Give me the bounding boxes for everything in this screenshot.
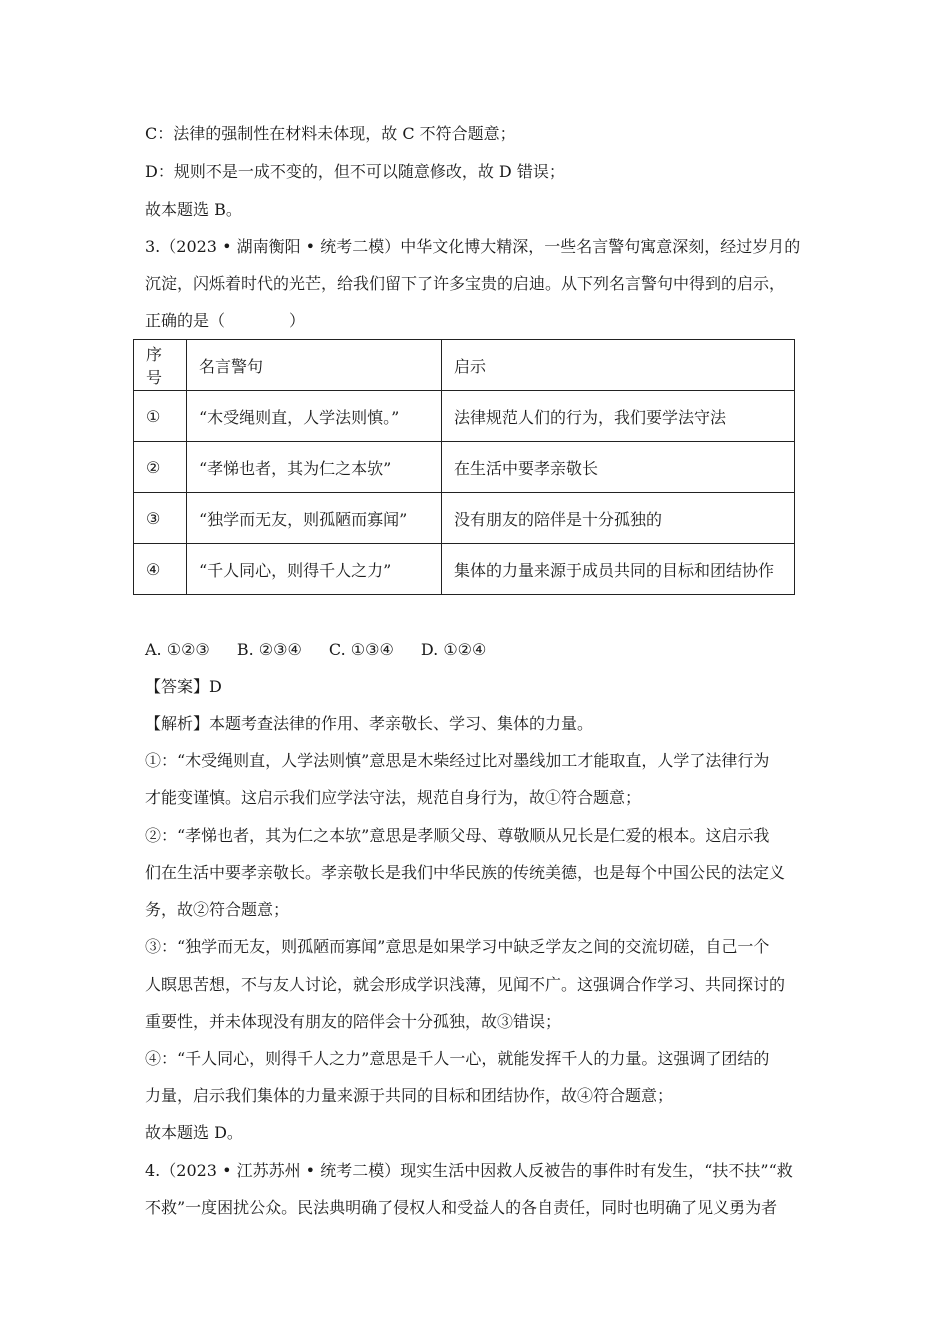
table-cell: ④ xyxy=(134,544,187,595)
text-line: 重要性，并未体现没有朋友的陪伴会十分孤独，故③错误； xyxy=(145,1012,562,1031)
text-line: 正确的是（ ） xyxy=(145,311,306,330)
table-row xyxy=(134,493,795,544)
answer-options xyxy=(145,640,508,660)
text-line: 人瞑思苦想，不与友人讨论，就会形成学识浅薄，见闻不广。这强调合作学习、共同探讨的 xyxy=(145,975,786,994)
option-c: C. ①③④ xyxy=(328,640,394,659)
option-d: D. ①②④ xyxy=(420,640,487,659)
table-header-cell: 启示 xyxy=(442,340,795,391)
text-line: ③：“独学而无友，则孤陋而寡闻”意思是如果学习中缺乏学友之间的交流切磋，自己一个 xyxy=(145,937,770,956)
table-cell: 没有朋友的陪伴是十分孤独的 xyxy=(442,493,795,544)
table-cell: 集体的力量来源于成员共同的目标和团结协作 xyxy=(442,544,795,595)
table-cell: “木受绳则直，人学法则慎。” xyxy=(187,391,442,442)
text-line: 不救”一度困扰公众。民法典明确了侵权人和受益人的各自责任，同时也明确了见义勇为者 xyxy=(145,1198,778,1217)
text-line: 沉淀，闪烁着时代的光芒，给我们留下了许多宝贵的启迪。从下列名言警句中得到的启示， xyxy=(145,274,786,293)
text-line: 才能变谨慎。这启示我们应学法守法，规范自身行为，故①符合题意； xyxy=(145,788,642,807)
text-line: 故本题选 D。 xyxy=(145,1123,243,1142)
text-line: ④：“千人同心，则得千人之力”意思是千人一心，就能发挥千人的力量。这强调了团结的 xyxy=(145,1049,770,1068)
table-cell: “千人同心，则得千人之力” xyxy=(187,544,442,595)
table-cell: “孝悌也者，其为仁之本欤” xyxy=(187,442,442,493)
table-header-cell: 名言警句 xyxy=(187,340,442,391)
table-cell: “独学而无友，则孤陋而寡闻” xyxy=(187,493,442,544)
table-cell: 在生活中要孝亲敬长 xyxy=(442,442,795,493)
table-cell: 法律规范人们的行为，我们要学法守法 xyxy=(442,391,795,442)
table-header-cell: 序号 xyxy=(134,340,187,391)
option-a: A. ①②③ xyxy=(145,640,210,659)
text-line: C：法律的强制性在材料未体现，故 C 不符合题意； xyxy=(145,124,516,143)
text-line: 务，故②符合题意； xyxy=(145,900,290,919)
text-line: ②：“孝悌也者，其为仁之本欤”意思是孝顺父母、尊敬顺从兄长是仁爱的根本。这启示我 xyxy=(145,826,770,845)
text-line: 力量，启示我们集体的力量来源于共同的目标和团结协作，故④符合题意； xyxy=(145,1086,674,1105)
text-line: D：规则不是一成不变的，但不可以随意修改，故 D 错误； xyxy=(145,162,565,181)
table-cell: ① xyxy=(134,391,187,442)
analysis-heading: 【解析】本题考查法律的作用、孝亲敬长、学习、集体的力量。 xyxy=(145,714,594,733)
question-4-title: 4.（2023 • 江苏苏州 • 统考二模）现实生活中因救人反被告的事件时有发生，“扶不扶”“救 xyxy=(145,1161,793,1180)
table-header-row xyxy=(134,340,795,391)
table-cell: ③ xyxy=(134,493,187,544)
option-b: B. ②③④ xyxy=(236,640,302,659)
quotes-table xyxy=(133,339,795,595)
table-row xyxy=(134,442,795,493)
text-line: ①：“木受绳则直，人学法则慎”意思是木柴经过比对墨线加工才能取直，人学了法律行为 xyxy=(145,751,770,770)
question-3-title: 3.（2023 • 湖南衡阳 • 统考二模）中华文化博大精深，一些名言警句寓意深刻，经过岁月的 xyxy=(145,237,801,256)
text-line: 们在生活中要孝亲敬长。孝亲敬长是我们中华民族的传统美德，也是每个中国公民的法定义 xyxy=(145,863,786,882)
table-row xyxy=(134,391,795,442)
table-row xyxy=(134,544,795,595)
answer-line: 【答案】D xyxy=(145,677,222,696)
text-line: 故本题选 B。 xyxy=(145,200,242,219)
table-cell: ② xyxy=(134,442,187,493)
